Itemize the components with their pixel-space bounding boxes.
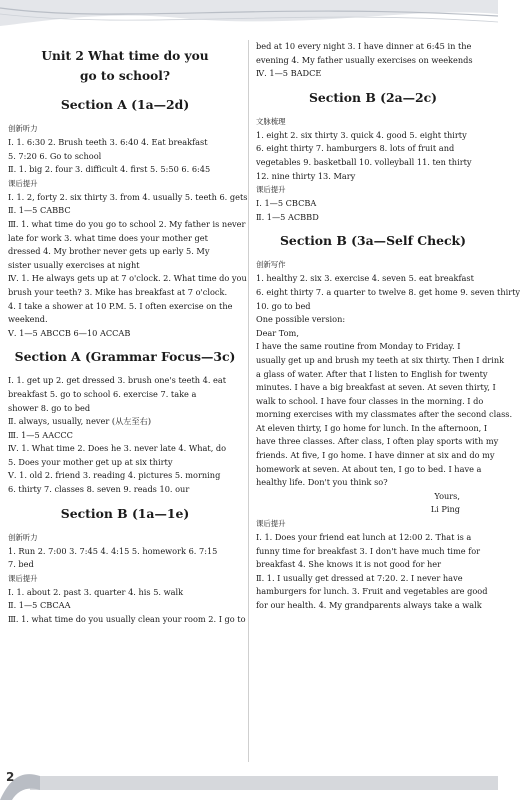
answer-line: Ⅳ. 1. He always gets up at 7 o'clock. 2. What time do you [8,273,247,284]
answer-line: for our health. 4. My grandparents always take a walk [256,600,482,610]
answer-line: weekend. [8,314,48,325]
practice-label: 课后提升 [8,573,38,583]
answer-line: Ⅱ. 1—5 CBCAA [8,600,71,611]
answer-line: 6. eight thirty 7. hamburgers 8. lots of fruit and [256,143,455,154]
continued-answers [256,40,490,81]
letter-line: have three classes. After class, I often play sports with my [256,436,499,447]
answer-line: breakfast 4. She knows it is not good for her [256,559,442,570]
section-b2-title: Section B (2a—2c) [308,89,438,105]
answer-line: 12. nine thirty 13. Mary [256,170,356,181]
answer-line: evening 4. My father usually exercises on weekends [256,54,473,65]
practice-label: 课后提升 [256,185,286,195]
bottom-decoration [0,766,498,800]
letter-signature: Li Ping [430,504,460,515]
text-outline-label: 文脉梳理 [256,116,286,126]
answer-line: funny time for breakfast 3. I don't have much time for [256,545,481,556]
writing-answers [256,272,520,313]
answer-line: bed at 10 every night 3. I have dinner at 6:45 in the [256,41,472,51]
section-b3-title: Section B (3a—Self Check) [279,233,466,249]
answer-line: vegetables 9. basketball 10. volleyball 11. ten thirty [256,156,472,167]
answer-line: 5. Does your mother get up at six thirty [8,456,173,467]
answer-line: breakfast 5. go to school 6. exercise 7. take a [8,388,197,399]
letter-line: At eleven thirty, I go home for lunch. In the afternoon, I [256,422,488,433]
possible-version: One possible version: [256,314,346,325]
letter-line: healthy life. Don't you think so? [256,477,388,488]
answer-line: brush your teeth? 3. Mike has breakfast at 7 o'clock. [8,286,228,297]
unit-title-line2: go to school? [79,69,171,83]
letter-line: morning exercises with my classmates after the second class. [256,409,513,420]
unit-title [8,46,242,86]
answer-line: Ⅱ. 1—5 ACBBD [256,211,319,222]
left-column [8,40,248,627]
answer-line: Ⅱ. 1—5 CABBC [8,205,71,216]
letter-line: friends. At five, I go home. I have dinner at six and do my [256,450,495,461]
writing-label: 创新写作 [256,260,286,270]
answer-line: Ⅱ. 1. big 2. four 3. difficult 4. first 5. 5:50 6. 6:45 [8,164,211,175]
practice-label: 课后提升 [256,519,286,529]
answer-line: 10. go to bed [256,300,311,311]
practice-label: 课后提升 [8,178,38,188]
answer-line: shower 8. go to bed [8,402,91,413]
answer-line: Ⅴ. 1—5 ABCCB 6—10 ACCAB [8,327,131,338]
page-number: 2 [6,770,15,784]
outline-answers [256,129,490,183]
letter-greeting: Dear Tom, [256,327,299,338]
listening-label: 创新听力 [8,124,38,133]
top-decoration [0,0,498,34]
section-a-title: Section A (1a—2d) [60,97,190,112]
letter-line: usually get up and brush my teeth at six thirty. Then I drink [256,354,505,365]
answer-line: 1. healthy 2. six 3. exercise 4. seven 5. eat breakfast [256,273,474,284]
letter-line: minutes. I have a big breakfast at seven. At seven thirty, I [256,382,496,393]
grammar-focus-title: Section A (Grammar Focus—3c) [14,349,236,365]
letter-line: a glass of water. After that I listen to English for twenty [256,368,488,379]
listening-label: 创新听力 [8,532,38,542]
practice-answers [8,191,248,341]
answer-line: Ⅲ. 1. what time do you usually clean your room 2. I go to [8,614,246,625]
answer-line: Ⅰ. 1. get up 2. get dressed 3. brush one's teeth 4. eat [8,375,227,386]
answer-line: Ⅳ. 1—5 BADCE [256,68,322,79]
answer-line: 1. eight 2. six thirty 3. quick 4. good 5. eight thirty [256,129,467,140]
answer-line: Ⅰ. 1—5 CBCBA [256,198,317,209]
answer-line: 7. bed [8,559,34,570]
listening-answers [8,136,242,177]
letter-body [256,340,513,490]
answer-line: Ⅱ. always, usually, never (从左至右) [8,416,152,427]
answer-line: Ⅰ. 1. Does your friend eat lunch at 12:00 2. That is a [256,532,472,543]
letter-line: I have the same routine from Monday to Friday. I [256,341,461,352]
answer-line: dressed 4. My brother never gets up early 5. My [8,246,210,257]
b2-practice-answers [256,197,490,224]
column-divider [248,40,249,762]
letter-line: walk to school. I have four classes in the morning. I do [256,395,484,406]
answer-line: Ⅰ. 1. 2, forty 2. six thirty 3. from 4. usually 5. teeth 6. gets [8,191,248,202]
answer-line: Ⅲ. 1. what time do you go to school 2. My father is never [8,218,246,229]
answer-line: Ⅰ. 1. 6:30 2. Brush teeth 3. 6:40 4. Eat breakfast [8,137,208,147]
b1-listening-answers [8,545,242,572]
answer-line: 1. Run 2. 7:00 3. 7:45 4. 4:15 5. homework 6. 7:15 [8,545,218,556]
section-b1-title: Section B (1a—1e) [60,505,190,521]
answer-line: late for work 3. what time does your mother get [8,232,208,243]
letter-closing: Yours, [434,490,460,501]
answer-line: 5. 7:20 6. Go to school [8,150,102,161]
answer-line: Ⅳ. 1. What time 2. Does he 3. never late 4. What, do [8,443,227,454]
answer-line: sister usually exercises at night [8,259,140,270]
answer-line: 6. eight thirty 7. a quarter to twelve 8. get home 9. seven thirty [256,286,520,297]
letter-line: homework at seven. At about ten, I go to bed. I have a [256,463,482,474]
b1-practice-answers [8,586,246,627]
answer-line: Ⅴ. 1. old 2. friend 3. reading 4. pictures 5. morning [8,470,221,481]
answer-line: hamburgers for lunch. 3. Fruit and vegetables are good [256,586,488,597]
answer-line: 4. I take a shower at 10 P.M. 5. I often exercise on the [8,300,233,311]
answer-line: Ⅰ. 1. about 2. past 3. quarter 4. his 5. walk [8,586,184,597]
unit-title-line1: Unit 2 What time do you [41,49,209,63]
b3-practice-answers [256,531,490,613]
grammar-answers [8,374,242,496]
answer-line: Ⅱ. 1. I usually get dressed at 7:20. 2. I never have [256,572,463,583]
right-column [256,40,520,613]
answer-line: 6. thirty 7. classes 8. seven 9. reads 10. our [8,484,190,495]
answer-line: Ⅲ. 1—5 AACCC [8,429,73,440]
